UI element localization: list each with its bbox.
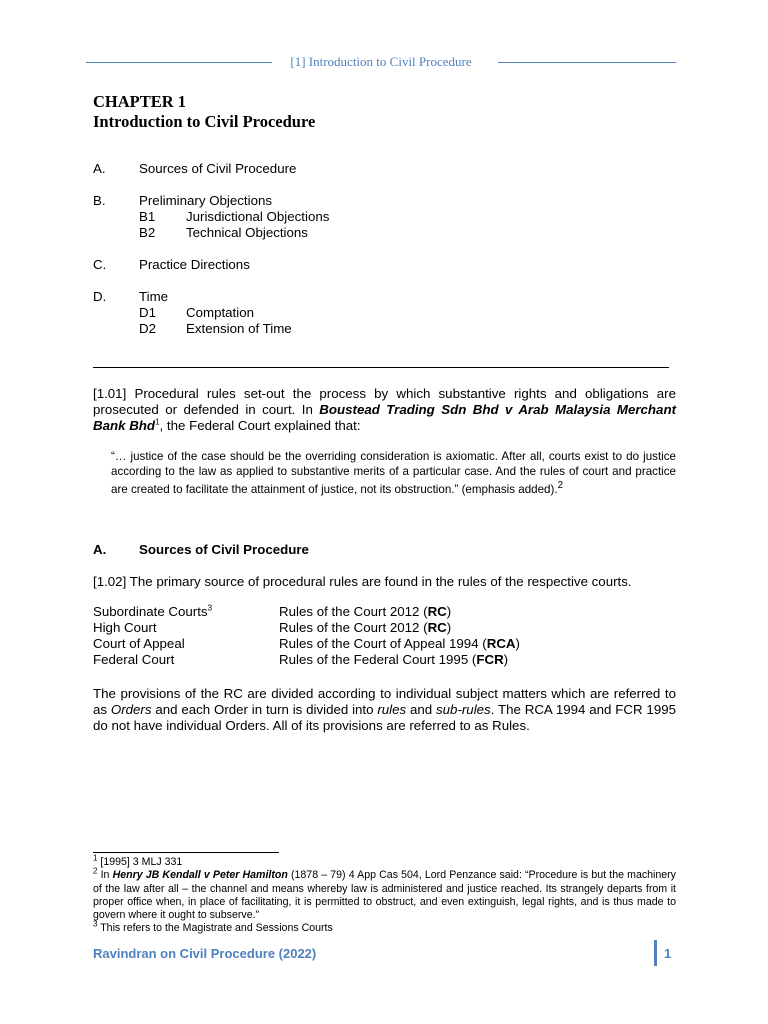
footnote-3 <box>93 919 676 935</box>
outline-item-d <box>93 289 683 305</box>
paragraph-1-01 <box>93 386 676 434</box>
footer-bar <box>654 940 657 966</box>
section-letter: A. <box>93 542 107 557</box>
chapter-heading <box>93 92 315 132</box>
quote-text: “… justice of the case should be the overriding consideration is axiomatic. After all, courts exist to do justice according to the law as applied to substantive merits of a particular case. And the rules of court and practice are created to facilitate the attainment of justice, not its obstruction.” (emphasis added). <box>111 450 676 497</box>
outline-subtitle: Technical Objections <box>186 225 308 240</box>
section-title: Sources of Civil Procedure <box>139 542 309 557</box>
outline-letter: A. <box>93 161 106 176</box>
header-rule-right <box>498 62 676 63</box>
outline-letter: C. <box>93 257 107 272</box>
court-rules-row <box>93 604 676 620</box>
court-name: Federal Court <box>93 652 175 667</box>
court-name: Court of Appeal <box>93 636 185 651</box>
term-sub-rules: sub-rules <box>436 702 491 717</box>
section-divider <box>93 367 669 368</box>
outline-title: Practice Directions <box>139 257 250 272</box>
court-rules-row <box>93 620 676 636</box>
outline-subtitle: Jurisdictional Objections <box>186 209 330 224</box>
court-rules-row <box>93 652 676 668</box>
court-rule: Rules of the Federal Court 1995 (FCR) <box>279 652 509 667</box>
footnote-separator <box>93 852 279 853</box>
outline-subitem-d2 <box>93 321 683 337</box>
court-name: Subordinate Courts$^3$ <box>93 603 213 619</box>
running-header-text: [1] Introduction to Civil Procedure <box>290 54 472 69</box>
footnote-text: [1995] 3 MLJ 331 <box>97 856 183 868</box>
term-orders: Orders <box>110 702 152 717</box>
outline-item-c <box>93 257 683 273</box>
outline-letter: D. <box>93 289 107 304</box>
outline-subcode: B1 <box>139 209 156 224</box>
outline-subcode: D2 <box>139 321 156 336</box>
outline-subcode: D1 <box>139 305 156 320</box>
footer-title: Ravindran on Civil Procedure (2022) <box>93 946 317 961</box>
case-name: Henry JB Kendall v Peter Hamilton <box>112 869 288 882</box>
court-rule: Rules of the Court of Appeal 1994 (RCA) <box>279 636 520 651</box>
outline-title: Preliminary Objections <box>139 193 273 208</box>
outline-subtitle: Comptation <box>186 305 254 320</box>
footnotes <box>93 853 676 936</box>
paragraph-text: , the Federal Court explained that: <box>159 418 361 433</box>
outline-subitem-b2 <box>93 225 683 241</box>
court-rules-row <box>93 636 676 652</box>
term-rules: rules <box>377 702 407 717</box>
page-footer <box>93 944 676 966</box>
paragraph-provisions: The provisions of the RC are divided according to individual subject matters which are referred to as Orders and each Order in turn is divided into rules and sub-rules. The RCA 1994 and FCR 1995 do not have individual Orders. All of its provisions are referred to as Rules. <box>93 686 677 733</box>
running-header <box>86 54 676 70</box>
paragraph-text: [1.01] Procedural rules set-out the process by which substantive rights and obligations are prosecuted or defended in court. In <box>93 386 676 417</box>
outline-item-a <box>93 161 683 177</box>
paragraph-1-02: [1.02] The primary source of procedural rules are found in the rules of the respective courts. <box>93 574 632 589</box>
footnote-number: 1 <box>93 853 98 863</box>
outline-letter: B. <box>93 193 106 208</box>
chapter-title: Introduction to Civil Procedure <box>93 112 316 131</box>
court-rule: Rules of the Court 2012 (RC) <box>279 604 452 619</box>
court-name: High Court <box>93 620 157 635</box>
court-rule: Rules of the Court 2012 (RC) <box>279 620 452 635</box>
chapter-outline <box>93 161 683 337</box>
outline-subitem-d1 <box>93 305 683 321</box>
outline-subtitle: Extension of Time <box>186 321 292 336</box>
case-name: Boustead Trading Sdn Bhd v Arab Malaysia Merchant Bank Bhd <box>93 402 676 433</box>
footnote-text: This refers to the Magistrate and Sessions Courts <box>97 922 333 935</box>
court-rules-table <box>93 604 676 668</box>
outline-subcode: B2 <box>139 225 156 240</box>
chapter-number: CHAPTER 1 <box>93 92 187 111</box>
footnote-ref: 3 <box>207 603 213 613</box>
outline-subitem-b1 <box>93 209 683 225</box>
block-quote <box>111 450 676 498</box>
footnote-number: 3 <box>93 919 98 929</box>
footnote-1 <box>93 853 676 869</box>
footnote-ref: 2 <box>557 480 563 492</box>
page-number: 1 <box>664 946 672 961</box>
outline-title: Sources of Civil Procedure <box>139 161 297 176</box>
footnote-text: (1878 – 79) 4 App Cas 504, Lord Penzance said: “Procedure is but the machinery of the law after all – the channel and means whereby law is administered and justice reached. Its strangely departs from it proper office when, in place of facilitating, it is permitted to obstruct, and even extinguish, legal rights, and is thus made to govern where it ought to subserve.” <box>93 869 676 922</box>
footnote-number: 2 <box>93 866 98 876</box>
footnote-ref: 1 <box>155 417 160 427</box>
outline-item-b <box>93 193 683 209</box>
footnote-2: $^2$ In Henry JB Kendall v Peter Hamilton (1878 – 79) 4 App Cas 504, Lord Penzance said: “Procedure is but the machinery of the law after all – the channel and means whereby law is administered and justice reached. Its strangely departs from it proper office when, in place of facilitating, it is permitted to obstruct, and even extinguish, legal rights, and is thus made to govern where it ought to subserve.” <box>93 866 676 922</box>
outline-title: Time <box>139 289 169 304</box>
